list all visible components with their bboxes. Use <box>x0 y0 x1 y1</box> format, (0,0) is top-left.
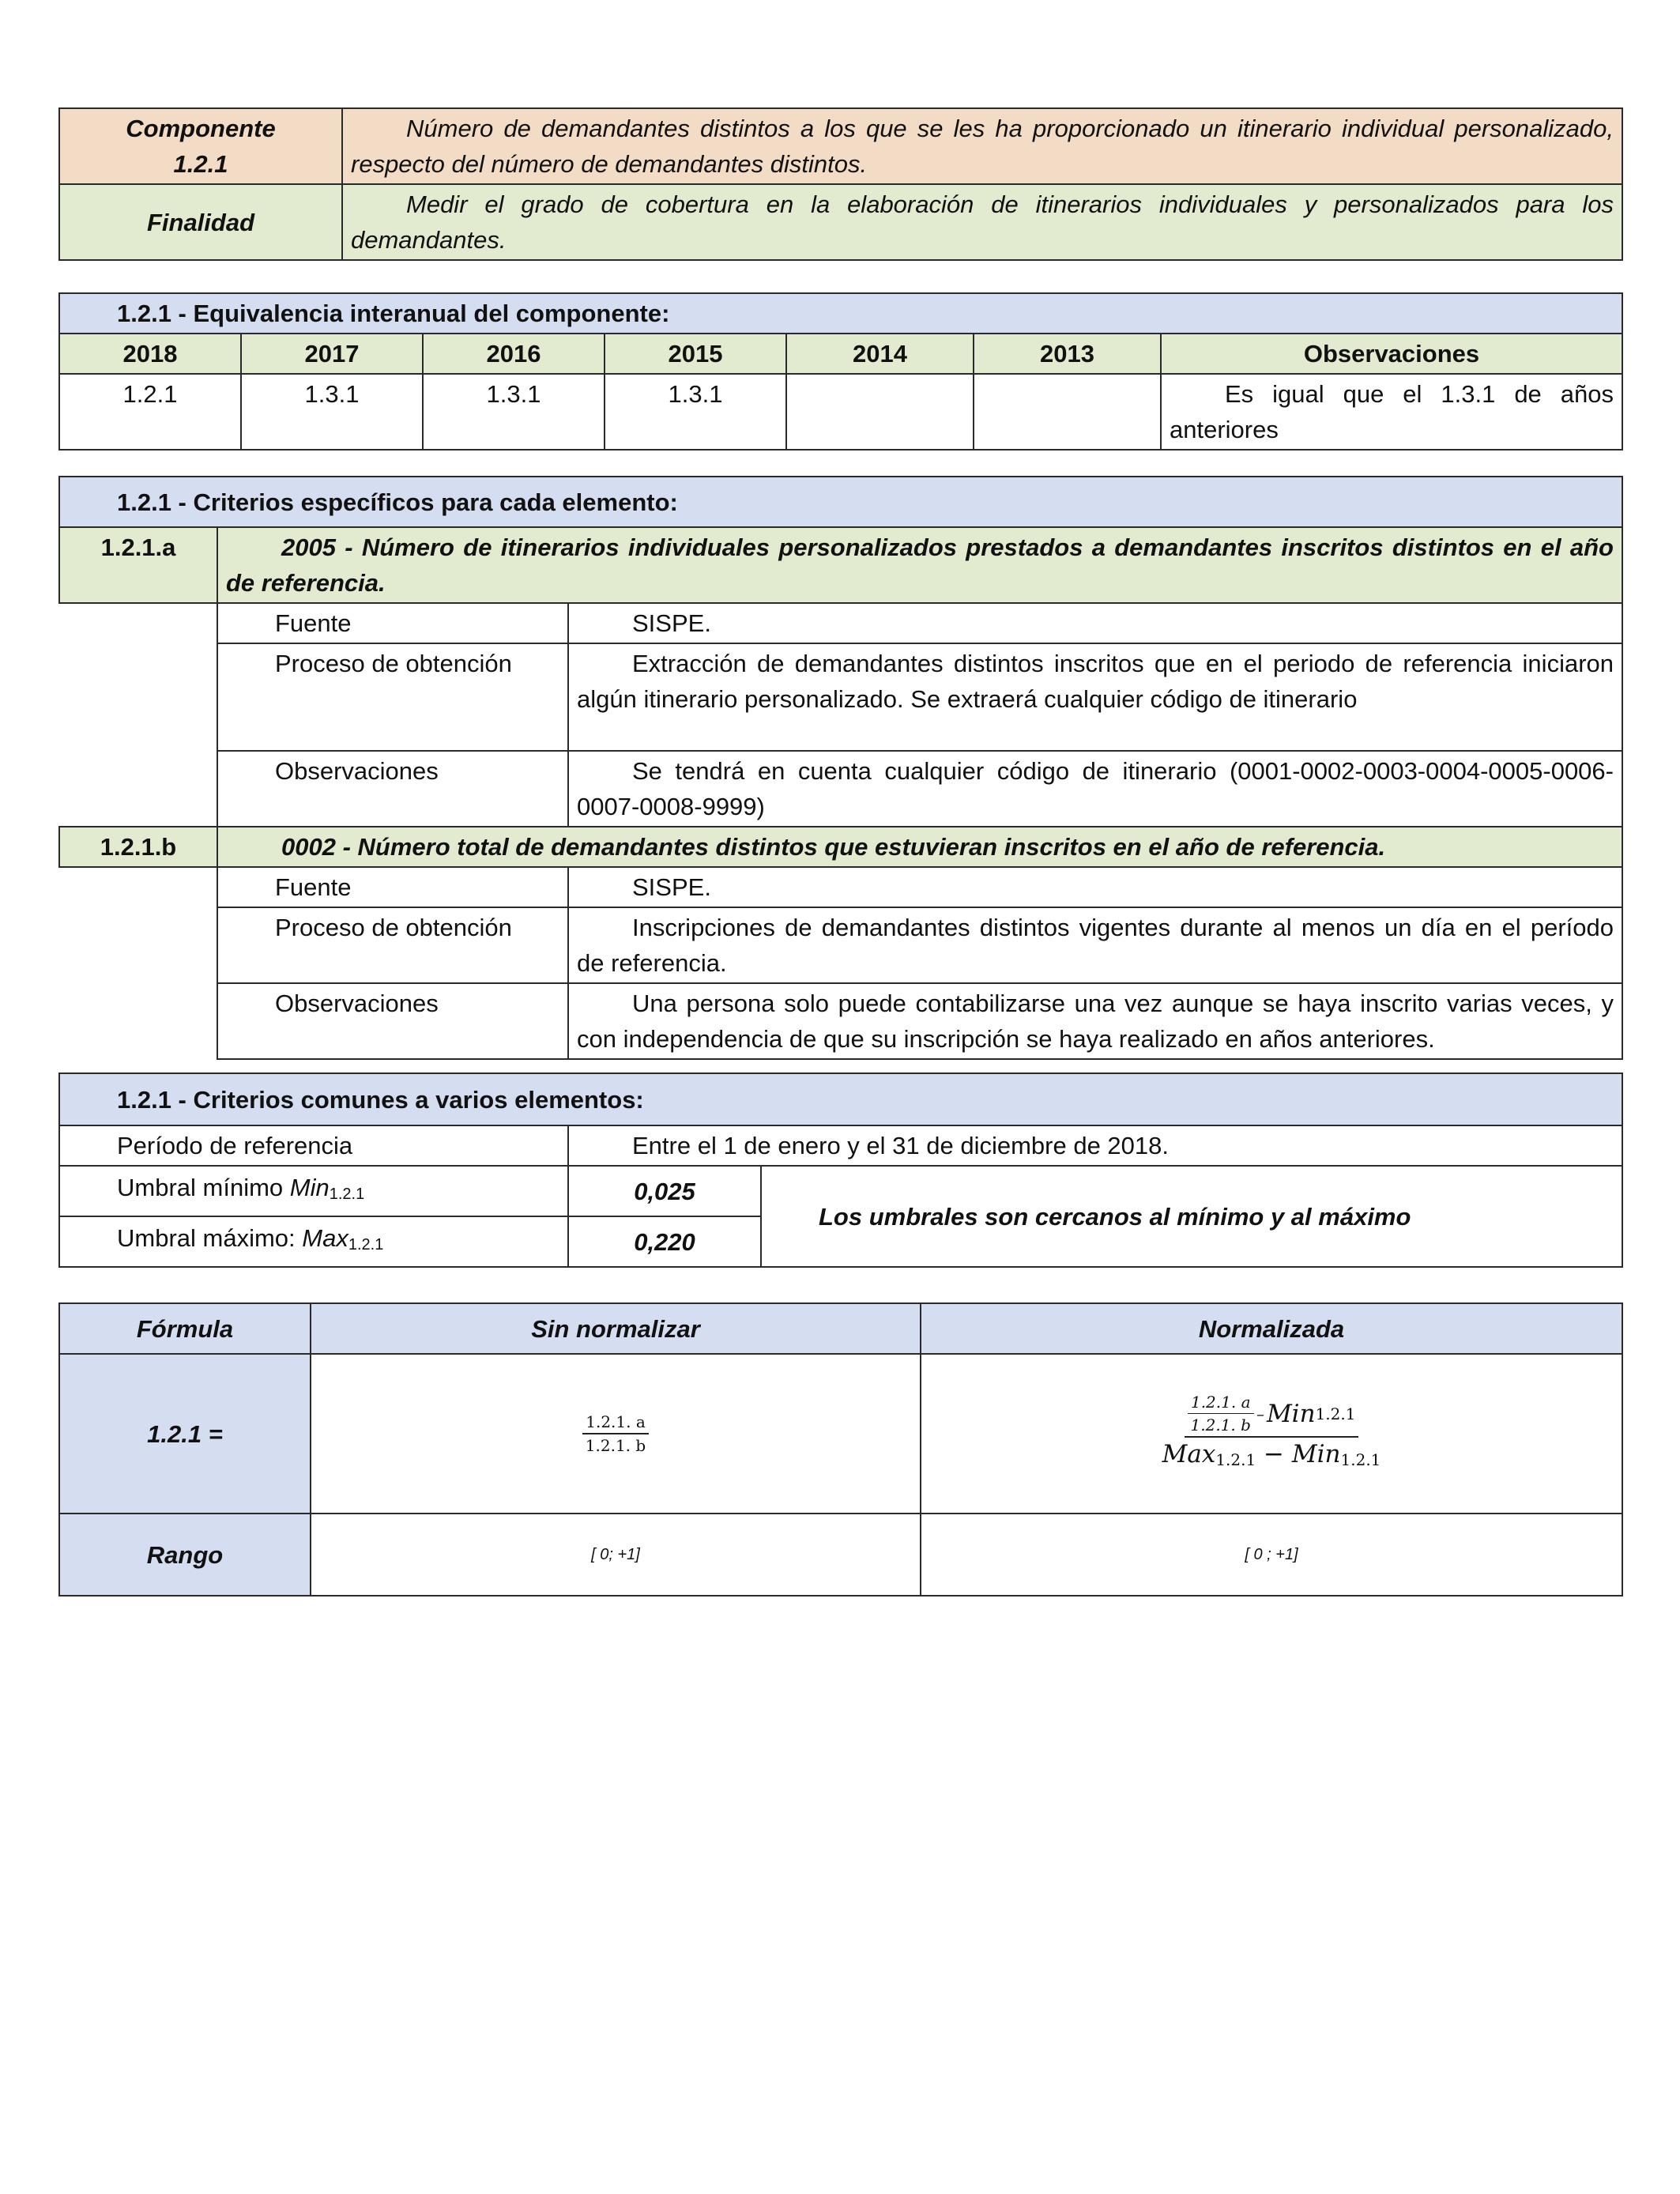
element-b-notes-row <box>59 983 1622 1059</box>
minus-sign: – <box>1256 1404 1264 1423</box>
component-table <box>58 107 1623 261</box>
normalized-fraction <box>1159 1393 1384 1475</box>
year-value: 1.3.1 <box>423 374 605 450</box>
equivalence-header-row <box>59 334 1622 374</box>
component-label <box>59 108 342 184</box>
den-minus: − <box>1256 1440 1292 1468</box>
inner-numerator: 1.2.1. a <box>1188 1393 1254 1414</box>
process-value: Inscripciones de demandantes distintos vigentes durante al menos un día en el período de referencia. <box>568 907 1622 983</box>
year-value: 1.3.1 <box>605 374 786 450</box>
raw-formula <box>311 1354 921 1514</box>
period-row <box>59 1125 1622 1166</box>
component-row <box>59 108 1622 184</box>
equivalence-values-row <box>59 374 1622 450</box>
spacer-cell <box>59 603 217 827</box>
min-threshold-row <box>59 1166 1622 1216</box>
common-criteria-table <box>58 1072 1623 1268</box>
process-label: Proceso de obtención <box>217 907 568 983</box>
raw-numerator: 1.2.1. a <box>582 1412 649 1434</box>
component-label-line2: 1.2.1 <box>173 150 228 178</box>
element-code: 1.2.1.a <box>59 527 217 603</box>
observations-header: Observaciones <box>1161 334 1622 374</box>
process-label: Proceso de obtención <box>217 643 568 751</box>
process-value: Extracción de demandantes distintos inscritos que en el periodo de referencia iniciaron algún itinerario personalizado. Se extraerá cualquier código de itinerario <box>568 643 1622 751</box>
max-var: Max <box>302 1224 348 1252</box>
range-normalized: [ 0 ; +1] <box>921 1514 1622 1596</box>
year-header: 2018 <box>59 334 241 374</box>
normalized-denominator <box>1159 1438 1384 1475</box>
notes-label: Observaciones <box>217 751 568 827</box>
element-name: 0002 - Número total de demandantes distintos que estuvieran inscritos en el año de referencia. <box>217 827 1622 867</box>
max-sub: 1.2.1 <box>348 1236 384 1253</box>
observations-value: Es igual que el 1.3.1 de años anteriores <box>1161 374 1622 450</box>
year-header: 2013 <box>974 334 1161 374</box>
element-name: 2005 - Número de itinerarios individuales personalizados prestados a demandantes inscritos distintos en el año de referencia. <box>217 527 1622 603</box>
year-header: 2015 <box>605 334 786 374</box>
min-label-text: Umbral mínimo <box>117 1174 290 1201</box>
element-a-process-row <box>59 643 1622 751</box>
purpose-text: Medir el grado de cobertura en la elaboración de itinerarios individuales y personalizados para los demandantes. <box>342 184 1622 260</box>
formula-header-row <box>59 1303 1622 1354</box>
inner-fraction <box>1188 1393 1254 1434</box>
year-value <box>786 374 974 450</box>
min-term-sub: 1.2.1 <box>1315 1404 1356 1423</box>
threshold-note: Los umbrales son cercanos al mínimo y al máximo <box>761 1166 1622 1267</box>
component-description: Número de demandantes distintos a los que se les ha proporcionado un itinerario individual personalizado, respecto del número de demandantes distintos. <box>342 108 1622 184</box>
inner-denominator: 1.2.1. b <box>1190 1416 1251 1434</box>
year-value <box>974 374 1161 450</box>
notes-label: Observaciones <box>217 983 568 1059</box>
range-label: Rango <box>59 1514 311 1596</box>
element-a-notes-row <box>59 751 1622 827</box>
normalized-numerator <box>1185 1393 1359 1438</box>
element-b-process-row <box>59 907 1622 983</box>
normalized-formula <box>921 1354 1622 1514</box>
notes-value: Se tendrá en cuenta cualquier código de itinerario (0001-0002-0003-0004-0005-0006-0007-0008-9999) <box>568 751 1622 827</box>
component-label-line1: Componente <box>126 115 276 142</box>
year-header: 2016 <box>423 334 605 374</box>
source-label: Fuente <box>217 603 568 643</box>
purpose-label: Finalidad <box>59 184 342 260</box>
range-raw: [ 0; +1] <box>311 1514 921 1596</box>
element-a-source-row <box>59 603 1622 643</box>
year-header: 2014 <box>786 334 974 374</box>
max-term: Max <box>1162 1440 1216 1468</box>
den-min-sub: 1.2.1 <box>1340 1450 1381 1469</box>
element-code: 1.2.1.b <box>59 827 217 867</box>
min-threshold-value: 0,025 <box>568 1166 761 1216</box>
raw-fraction <box>582 1412 649 1455</box>
range-row <box>59 1514 1622 1596</box>
equivalence-title: 1.2.1 - Equivalencia interanual del componente: <box>59 293 1622 334</box>
max-term-sub: 1.2.1 <box>1215 1450 1256 1469</box>
common-title-row <box>59 1073 1622 1125</box>
raw-denominator: 1.2.1. b <box>585 1436 646 1455</box>
max-threshold-value: 0,220 <box>568 1216 761 1267</box>
min-threshold-label <box>59 1166 568 1216</box>
min-term: Min <box>1266 1399 1316 1428</box>
year-value: 1.2.1 <box>59 374 241 450</box>
element-b-source-row <box>59 867 1622 907</box>
period-label: Período de referencia <box>59 1125 568 1166</box>
specific-title: 1.2.1 - Criterios específicos para cada elemento: <box>59 477 1622 527</box>
equivalence-table <box>58 292 1623 450</box>
max-label-text: Umbral máximo: <box>117 1224 303 1252</box>
equivalence-title-row <box>59 293 1622 334</box>
year-header: 2017 <box>241 334 423 374</box>
normalized-header: Normalizada <box>921 1303 1622 1354</box>
specific-title-row <box>59 477 1622 527</box>
spacer-cell <box>59 867 217 1059</box>
max-threshold-label <box>59 1216 568 1267</box>
formula-header: Fórmula <box>59 1303 311 1354</box>
purpose-row <box>59 184 1622 260</box>
min-sub: 1.2.1 <box>329 1186 365 1203</box>
element-a-row <box>59 527 1622 603</box>
formula-label: 1.2.1 = <box>59 1354 311 1514</box>
source-value: SISPE. <box>568 867 1622 907</box>
den-min-term: Min <box>1291 1440 1341 1468</box>
source-value: SISPE. <box>568 603 1622 643</box>
source-label: Fuente <box>217 867 568 907</box>
period-value: Entre el 1 de enero y el 31 de diciembre de 2018. <box>568 1125 1622 1166</box>
element-b-row <box>59 827 1622 867</box>
common-title: 1.2.1 - Criterios comunes a varios elementos: <box>59 1073 1622 1125</box>
min-var: Min <box>289 1174 330 1201</box>
formula-row <box>59 1354 1622 1514</box>
specific-criteria-table <box>58 476 1623 1060</box>
year-value: 1.3.1 <box>241 374 423 450</box>
raw-header: Sin normalizar <box>311 1303 921 1354</box>
notes-value: Una persona solo puede contabilizarse una vez aunque se haya inscrito varias veces, y con independencia de que su inscripción se haya realizado en años anteriores. <box>568 983 1622 1059</box>
formula-table <box>58 1302 1623 1596</box>
